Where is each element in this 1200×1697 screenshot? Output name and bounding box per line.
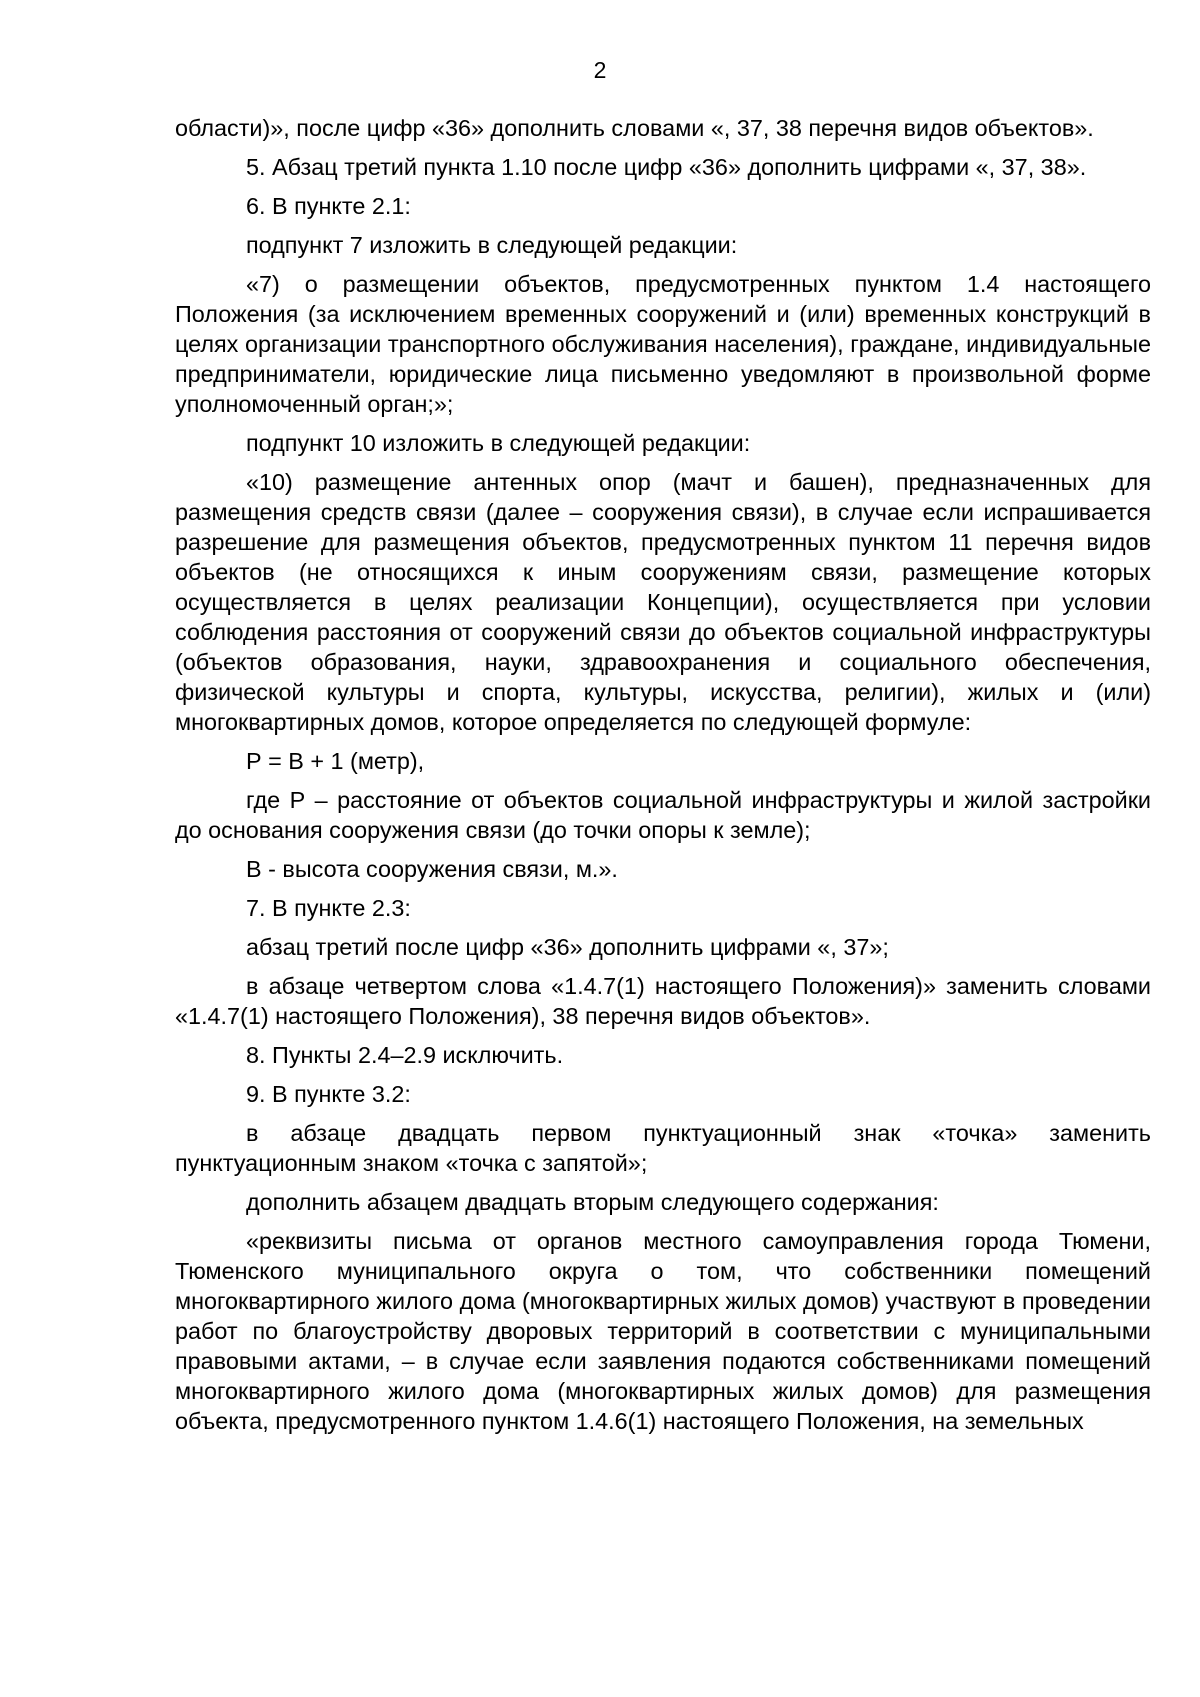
paragraph: подпункт 7 изложить в следующей редакции: — [246, 232, 738, 258]
paragraph: абзац третий после цифр «36» дополнить цифрами «, 37»; — [246, 934, 889, 960]
paragraph: в абзаце четвертом слова «1.4.7(1) настоящего Положения)» заменить словами «1.4.7(1) настоящего Положения), 38 перечня видов объектов». — [175, 973, 1151, 1029]
paragraph: 6. В пункте 2.1: — [246, 193, 411, 219]
paragraph: дополнить абзацем двадцать вторым следующего содержания: — [246, 1189, 939, 1215]
paragraph: 9. В пункте 3.2: — [246, 1081, 411, 1107]
paragraph: подпункт 10 изложить в следующей редакции: — [246, 430, 751, 456]
paragraph: в абзаце двадцать первом пунктуационный знак «точка» заменить пунктуационным знаком «точка с запятой»; — [175, 1120, 1151, 1176]
paragraph: «7) о размещении объектов, предусмотренных пунктом 1.4 настоящего Положения (за исключением временных сооружений и (или) временных конструкций в целях организации транспортного обслуживания населения), граждане, индивидуальные предприниматели, юридические лица письменно уведомляют в произвольной форме уполномоченный орган;»; — [175, 271, 1151, 417]
paragraph: где Р – расстояние от объектов социальной инфраструктуры и жилой застройки до основания сооружения связи (до точки опоры к земле); — [175, 787, 1151, 843]
paragraph: 8. Пункты 2.4–2.9 исключить. — [246, 1042, 564, 1068]
paragraph: «10) размещение антенных опор (мачт и башен), предназначенных для размещения средств связи (далее – сооружения связи), в случае если испрашивается разрешение для размещения объектов, предусмотренных пунктом 11 перечня видов объектов (не относящихся к иным сооружениям связи, размещение которых осуществляется в целях реализации Концепции), осуществляется при условии соблюдения расстояния от сооружений связи до объектов социальной инфраструктуры (объектов образования, науки, здравоохранения и социального обеспечения, физической культуры и спорта, культуры, искусства, религии), жилых и (или) многоквартирных домов, которое определяется по следующей формуле: — [175, 469, 1151, 735]
paragraph: области)», после цифр «36» дополнить словами «, 37, 38 перечня видов объектов». — [175, 115, 1094, 141]
page-number: 2 — [593, 57, 607, 83]
paragraph: 7. В пункте 2.3: — [246, 895, 411, 921]
formula: Р = В + 1 (метр), — [246, 748, 425, 774]
paragraph: В - высота сооружения связи, м.». — [246, 856, 618, 882]
document-body — [175, 113, 1151, 1445]
paragraph: «реквизиты письма от органов местного самоуправления города Тюмени, Тюменского муниципального округа о том, что собственники помещений многоквартирного жилого дома (многоквартирных жилых домов) участвуют в проведении работ по благоустройству дворовых территорий в соответствии с муниципальными правовыми актами, – в случае если заявления подаются собственниками помещений многоквартирного жилого дома (многоквартирных жилых домов) для размещения объекта, предусмотренного пунктом 1.4.6(1) настоящего Положения, на земельных — [175, 1228, 1151, 1434]
paragraph: 5. Абзац третий пункта 1.10 после цифр «36» дополнить цифрами «, 37, 38». — [246, 154, 1087, 180]
